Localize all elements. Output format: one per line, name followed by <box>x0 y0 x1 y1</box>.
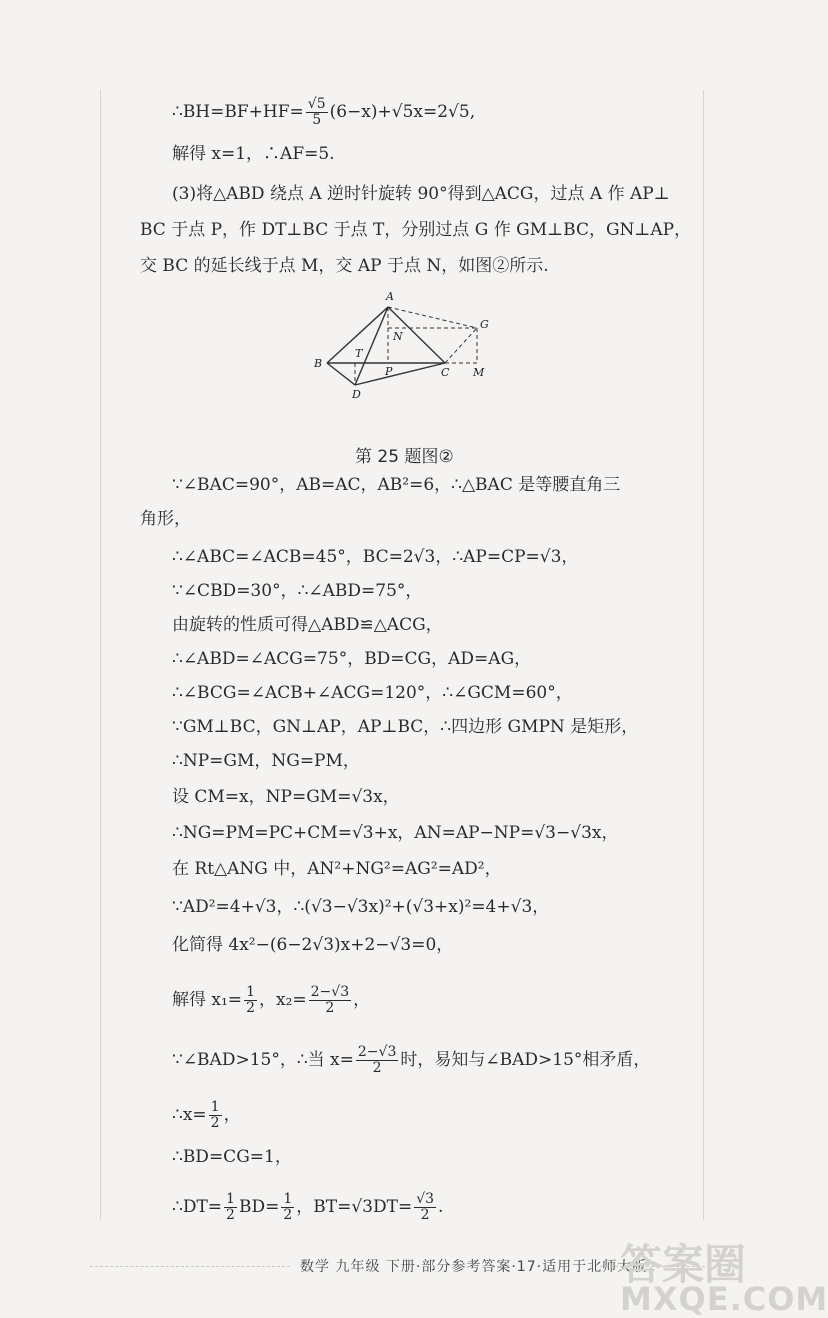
line-9: ∵∠CBD=30°，∴∠ABD=75°， <box>172 581 423 601</box>
line-13: ∵GM⊥BC，GN⊥AP，AP⊥BC，∴四边形 GMPN 是矩形， <box>172 717 639 737</box>
label-A: A <box>386 290 394 303</box>
line-5: 交 BC 的延长线于点 M，交 AP 于点 N，如图②所示. <box>140 256 549 276</box>
label-B: B <box>314 357 323 370</box>
fraction: $\frac{√5}{5}$ <box>307 96 326 128</box>
fraction: $\frac{1}{2}$ <box>210 1099 220 1131</box>
page-rule-right <box>703 90 704 1220</box>
line-21: ∵∠BAD>15°，∴当 x= $\frac{2-√3}{2}$ 时，易知与∠BAD>15°相矛盾， <box>172 1044 651 1076</box>
line-19: 化简得 4x²−(6−2√3)x+2−√3=0， <box>172 935 454 955</box>
fraction: $\frac{1}{2}$ <box>246 984 255 1016</box>
line-24: ∴DT= $\frac{1}{2}$ BD= $\frac{1}{2}$ ，BT=√3DT= $\frac{√3}{2}$ . <box>172 1191 444 1223</box>
fraction: $\frac{1}{2}$ <box>283 1191 293 1223</box>
line-6: ∵∠BAC=90°，AB=AC，AB²=6，∴△BAC 是等腰直角三 <box>172 475 621 495</box>
segment-AD <box>355 307 388 385</box>
footer-rule-left <box>90 1266 290 1267</box>
figure-caption: 第 25 题图② <box>355 447 454 467</box>
watermark-url: MXQE.COM <box>620 1280 828 1318</box>
watermark-logo: 答案圈 <box>620 1240 747 1289</box>
segment-BD <box>327 363 355 385</box>
segment-AG <box>388 307 477 328</box>
fraction: $\frac{√3}{2}$ <box>416 1191 435 1223</box>
line-14: ∴NP=GM，NG=PM， <box>172 751 360 771</box>
line-17: 在 Rt△ANG 中，AN²+NG²=AG²=AD²， <box>172 859 502 879</box>
line-8: ∴∠ABC=∠ACB=45°，BC=2√3，∴AP=CP=√3， <box>172 547 579 567</box>
line-16: ∴NG=PM=PC+CM=√3+x，AN=AP−NP=√3−√3x， <box>172 823 619 843</box>
label-M: M <box>473 366 485 379</box>
line-20: 解得 x₁= $\frac{1}{2}$ ，x₂= $\frac{2-√3}{2}$ ， <box>172 984 371 1016</box>
label-T: T <box>355 347 363 360</box>
label-C: C <box>441 366 450 379</box>
line-3: (3)将△ABD 绕点 A 逆时针旋转 90°得到△ACG，过点 A 作 AP⊥ <box>172 184 670 204</box>
line-11: ∴∠ABD=∠ACG=75°，BD=CG，AD=AG， <box>172 649 532 669</box>
line-10: 由旋转的性质可得△ABD≌△ACG， <box>172 615 443 635</box>
segment-CG <box>445 328 477 363</box>
label-N: N <box>393 330 403 343</box>
line-4: BC 于点 P，作 DT⊥BC 于点 T，分别过点 G 作 GM⊥BC，GN⊥AP， <box>140 220 692 240</box>
segment-DC <box>355 363 445 385</box>
page-footer: 数学 九年级 下册·部分参考答案·17·适用于北师大版 <box>300 1259 648 1275</box>
fraction: $\frac{1}{2}$ <box>226 1191 235 1223</box>
line-2: 解得 x=1，∴AF=5. <box>172 144 335 164</box>
line-12: ∴∠BCG=∠ACB+∠ACG=120°，∴∠GCM=60°， <box>172 683 573 703</box>
label-P: P <box>385 365 393 378</box>
line-18: ∵AD²=4+√3，∴(√3−√3x)²+(√3+x)²=4+√3， <box>172 897 550 917</box>
line-15: 设 CM=x，NP=GM=√3x， <box>172 787 400 807</box>
line-7: 角形， <box>140 509 191 529</box>
fraction: $\frac{2-√3}{2}$ <box>357 1044 397 1076</box>
line-22: ∴x= $\frac{1}{2}$ ， <box>172 1099 241 1131</box>
label-D: D <box>352 388 361 401</box>
page-rule-left <box>100 90 101 1220</box>
line-23: ∴BD=CG=1， <box>172 1147 292 1167</box>
label-G: G <box>480 318 489 331</box>
line-1: ∴BH=BF+HF= $\frac{√5}{5}$ (6−x)+√5x=2√5, <box>172 96 476 128</box>
fraction: $\frac{2-√3}{2}$ <box>310 984 350 1016</box>
geometry-figure <box>300 285 520 410</box>
